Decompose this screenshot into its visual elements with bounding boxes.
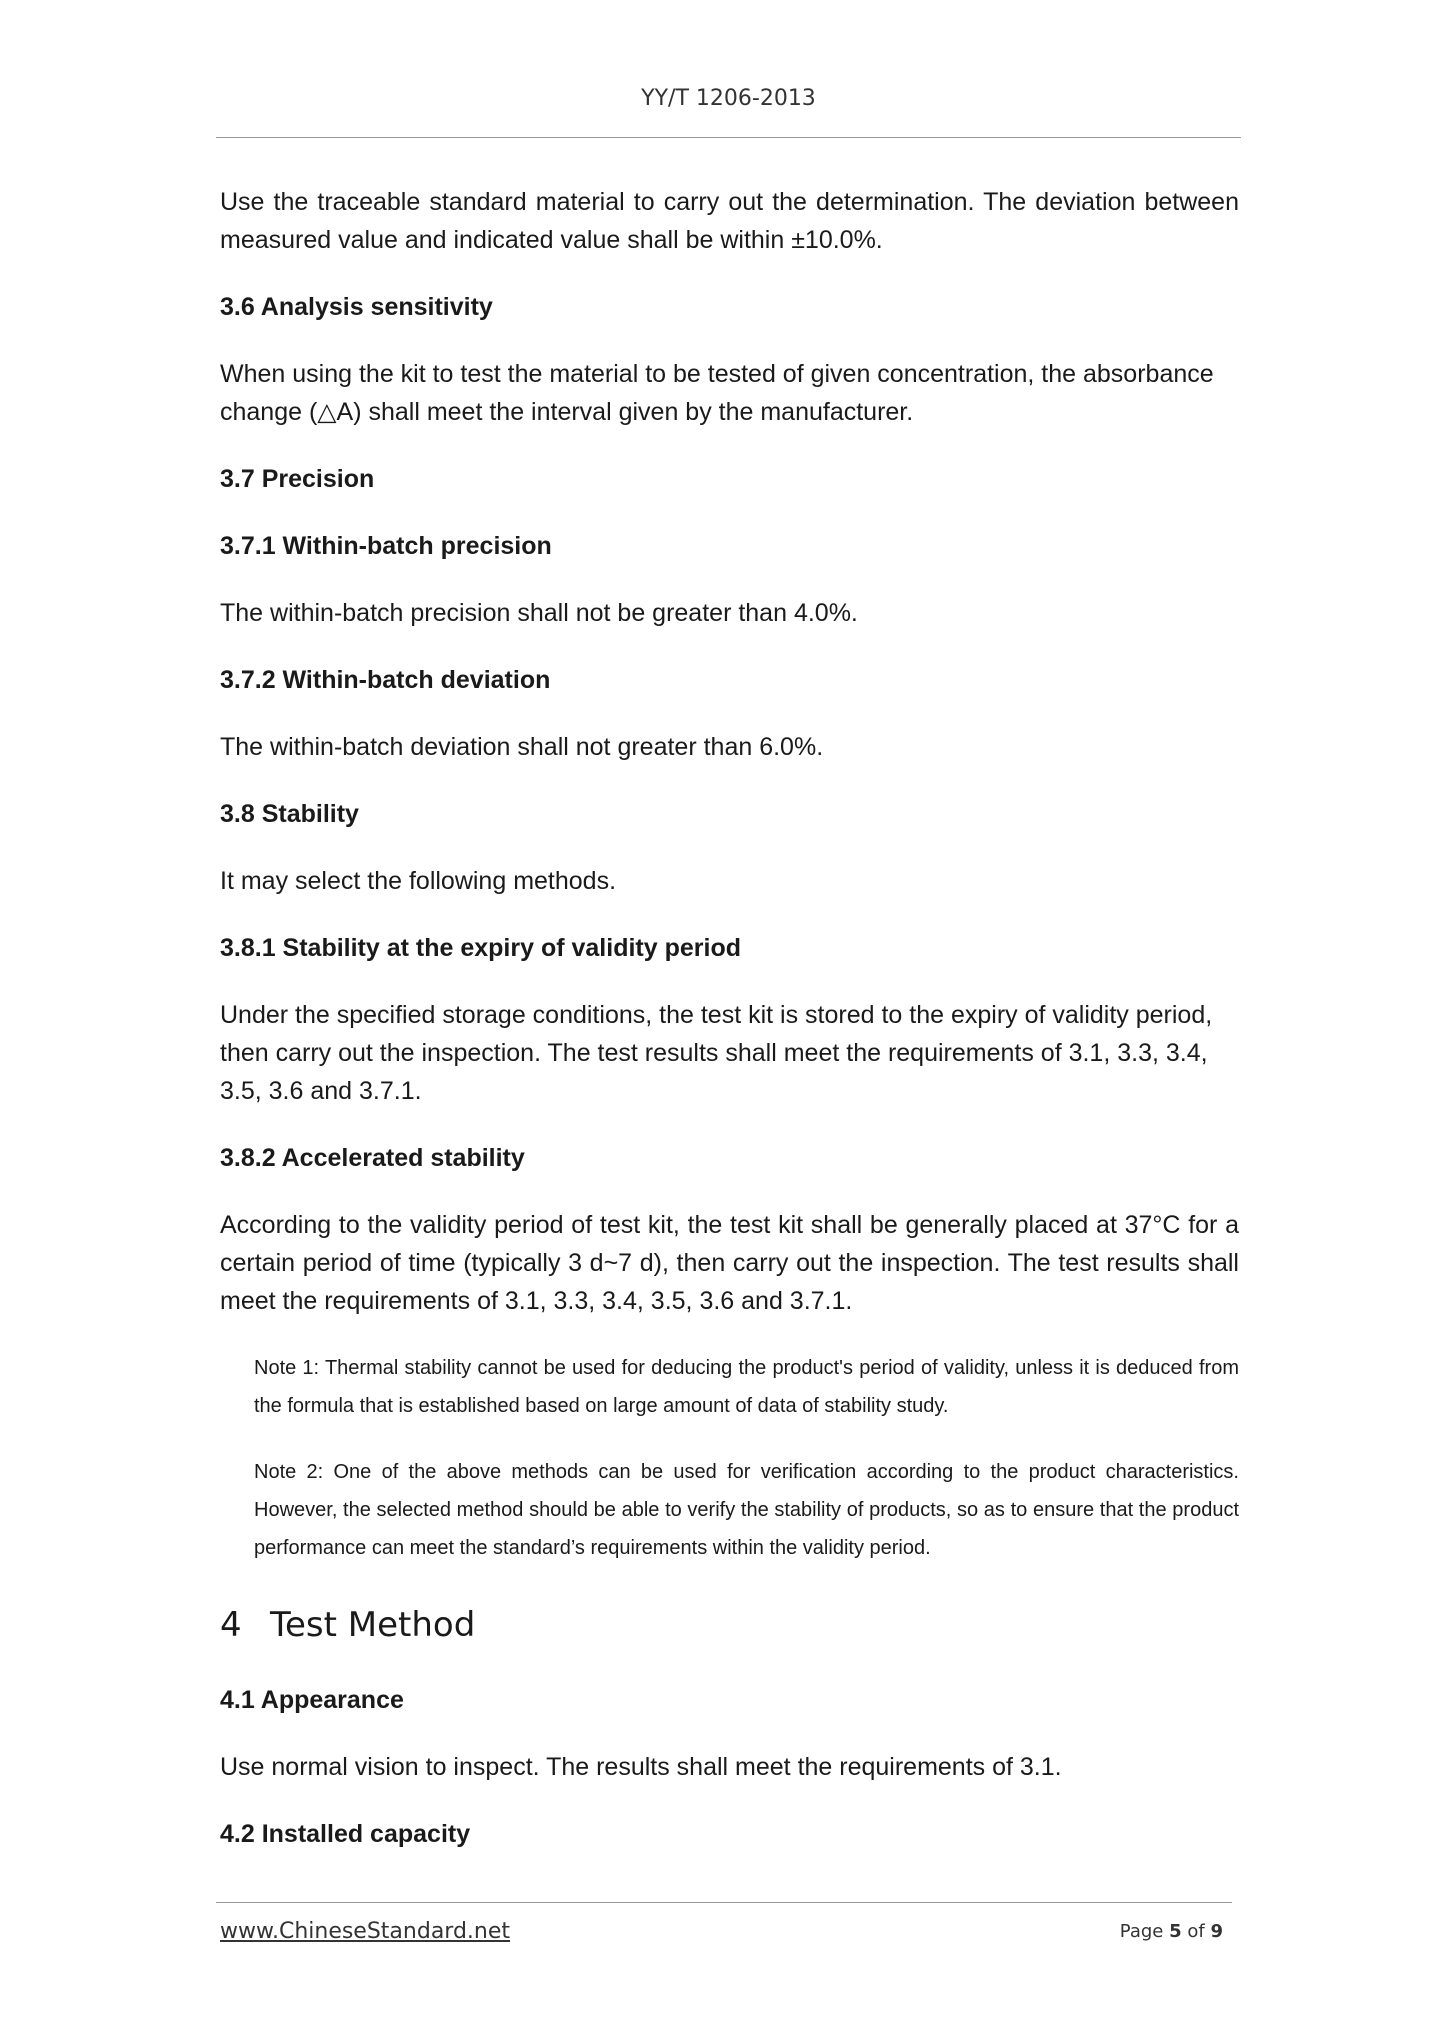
heading-3-6: 3.6 Analysis sensitivity <box>220 293 493 321</box>
document-body <box>220 183 1239 1882</box>
heading-4-2: 4.2 Installed capacity <box>220 1820 471 1848</box>
paragraph-3-7-2: The within-batch deviation shall not greater than 6.0%. <box>220 733 824 761</box>
paragraph-3-6: When using the kit to test the material to be tested of given concentration, the absorbance change (△A) shall meet the interval given by the manufacturer. <box>220 360 1214 426</box>
paragraph-3-7-1: The within-batch precision shall not be greater than 4.0%. <box>220 599 858 627</box>
heading-4-number: 4 <box>220 1605 242 1645</box>
paragraph-deviation: Use the traceable standard material to carry out the determination. The deviation between measured value and indicated value shall be within ±10.0%. <box>220 188 1239 254</box>
heading-3-7-1: 3.7.1 Within-batch precision <box>220 532 552 560</box>
page-total: 9 <box>1210 1921 1223 1942</box>
heading-3-7: 3.7 Precision <box>220 465 375 493</box>
footer-website-link[interactable]: www.ChineseStandard.net <box>220 1919 511 1944</box>
heading-3-8: 3.8 Stability <box>220 800 359 828</box>
header-divider <box>216 137 1241 138</box>
heading-3-8-1: 3.8.1 Stability at the expiry of validity period <box>220 934 741 962</box>
paragraph-3-8-2: According to the validity period of test kit, the test kit shall be generally placed at 37°C for a certain period of time (typically 3 d~7 d), then carry out the inspection. The test results shall meet the requirements of 3.1, 3.3, 3.4, 3.5, 3.6 and 3.7.1. <box>220 1211 1239 1315</box>
page-of: of <box>1187 1921 1205 1942</box>
footer-divider <box>216 1902 1232 1903</box>
page-current: 5 <box>1169 1921 1182 1942</box>
page-header-standard-code: YY/T 1206-2013 <box>641 86 816 111</box>
paragraph-3-8: It may select the following methods. <box>220 867 617 895</box>
paragraph-3-8-1: Under the specified storage conditions, the test kit is stored to the expiry of validity period, then carry out the inspection. The test results shall meet the requirements of 3.1, 3.3, 3.4, 3.5, 3.6 and 3.7.1. <box>220 1001 1213 1105</box>
heading-3-8-2: 3.8.2 Accelerated stability <box>220 1144 525 1172</box>
heading-4-1: 4.1 Appearance <box>220 1686 404 1714</box>
note-1: Note 1: Thermal stability cannot be used for deducing the product's period of validity, unless it is deduced from the formula that is established based on large amount of data of stability study. <box>254 1357 1239 1417</box>
heading-3-7-2: 3.7.2 Within-batch deviation <box>220 666 551 694</box>
note-2: Note 2: One of the above methods can be used for verification according to the product characteristics. However, the selected method should be able to verify the stability of products, so as to ensure that the product performance can meet the standard’s requirements within the validity period. <box>254 1461 1239 1559</box>
paragraph-4-1: Use normal vision to inspect. The results shall meet the requirements of 3.1. <box>220 1753 1062 1781</box>
footer-page-number <box>1120 1921 1223 1942</box>
page-label: Page <box>1119 1921 1164 1942</box>
heading-4-title: Test Method <box>270 1605 476 1645</box>
heading-4 <box>220 1601 1239 1649</box>
